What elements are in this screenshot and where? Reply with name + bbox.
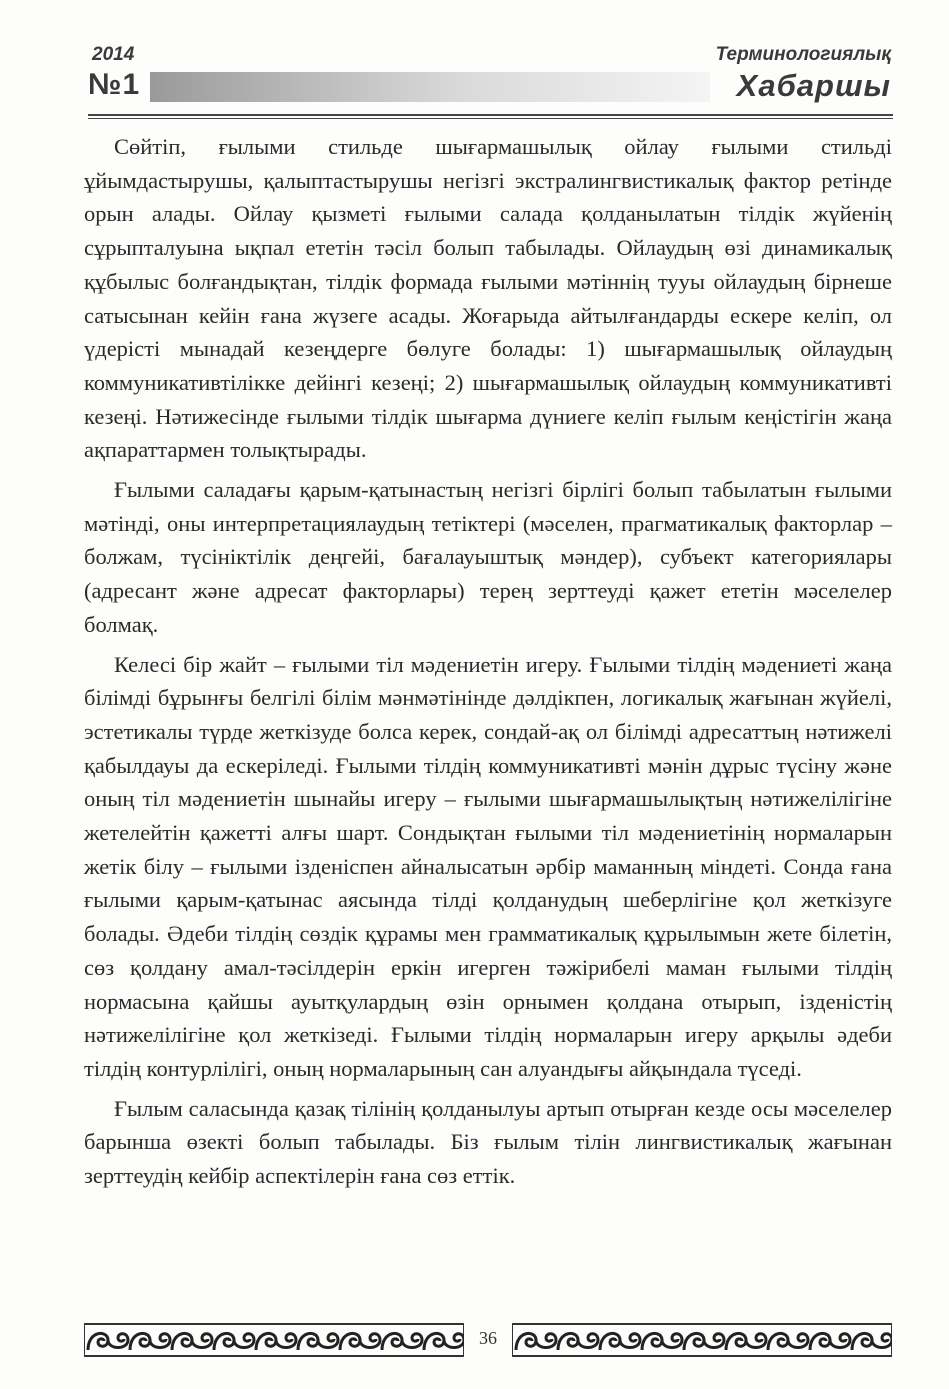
paragraph-2: Ғылыми саладағы қарым-қатынастың негізгі бірлігі болып табылатын ғылыми мәтінді, оны интерпретациялаудың тетіктері (мәселен, прагматикалық факторлар – болжам, түсініктілік деңгейі, бағалауыштық мәндер), субъект категориялары (адресант және адресат факторлары) терең зерттеуді қажет ететін мәселелер болмақ. [84,477,892,637]
paragraph-4: Ғылым саласында қазақ тілінің қолданылуы артып отырған кезде осы мәселелер барынша өзекті болып табылады. Біз ғылым тілін лингвистикалық жағынан зерттеудің кейбір аспектілерін ғана сөз еттік. [84,1095,892,1189]
header-journal-title-line2: Хабаршы [736,68,891,103]
header-issue-number: №1 [88,68,141,101]
header-year: 2014 [92,44,135,65]
ornament-left-icon [84,1320,464,1360]
header-gradient-band [150,72,710,102]
paragraph-1: Сөйтіп, ғылыми стильде шығармашылық ойлау ғылыми стильді ұйымдастырушы, қалыптастырушы негізгі экстралингвистикалық фактор ретінде орын алады. Ойлау қызметі ғылыми салада қолданылатын тілдік жүйенің сұрыпталуына ықпал ететін тәсіл болып табылады. Ойлаудың өзі динамикалық құбылыс болғандықтан, тілдік формада ғылыми мәтіннің тууы ойлаудың бірнеше сатысынан кейін ғана жүзеге асады. Жоғарыда айтылғандарды ескере келіп, ол үдерісті мынадай кезеңдерге бөлуге болады: 1) шығармашылық ойлаудың коммуникативтілікке дейінгі кезеңі; 2) шығармашылық ойлаудың коммуникативті кезеңі. Нәтижесінде ғылыми тілдік шығарма дүниеге келіп ғылым кеңістігін жаңа ақпараттармен толықтырады. [84,134,892,463]
header-divider [88,114,893,119]
article-body [84,130,892,1193]
page-footer [84,1320,892,1360]
paragraph-3: Келесі бір жайт – ғылыми тіл мәдениетін игеру. Ғылыми тілдің мәдениеті жаңа білімді бұрынғы белгілі білім мәнмәтінінде дәлдікпен, логикалық жағынан жүйелі, эстетикалы түрде жеткізуде болса керек, сондай-ақ ол білімді адресаттың нәтижелі қабылдауы да ескеріледі. Ғылыми тілдің коммуникативті мәнін дұрыс түсіну және оның тіл мәдениетін шынайы игеру – ғылыми шығармашылықтың нәтижелілігіне жетелейтін қажетті алғы шарт. Сондықтан ғылыми тіл мәдениетінің нормаларын жетік білу – ғылыми ізденіспен айналысатын әрбір маманның міндеті. Сонда ғана ғылыми қарым-қатынас аясында тілді қолданудың шеберлігіне қол жеткізуге болады. Әдеби тілдің сөздік құрамы мен грамматикалық құрылымын жете білетін, сөз қолдану амал-тәсілдерін еркін игерген тәжірибелі маман ғылыми тілдің нормасына қайшы ауытқулардың өзін орнымен қолдана отырып, ізденістің нәтижелілігіне қол жеткізеді. Ғылыми тілдің нормаларын игеру арқылы әдеби тілдің контурлілігі, оның нормаларының сан алуандығы айқындала түседі. [84,651,892,1081]
ornament-right-icon [512,1320,892,1360]
page-number: 36 [479,1328,497,1348]
header-journal-title-line1: Терминологиялық [715,44,891,65]
